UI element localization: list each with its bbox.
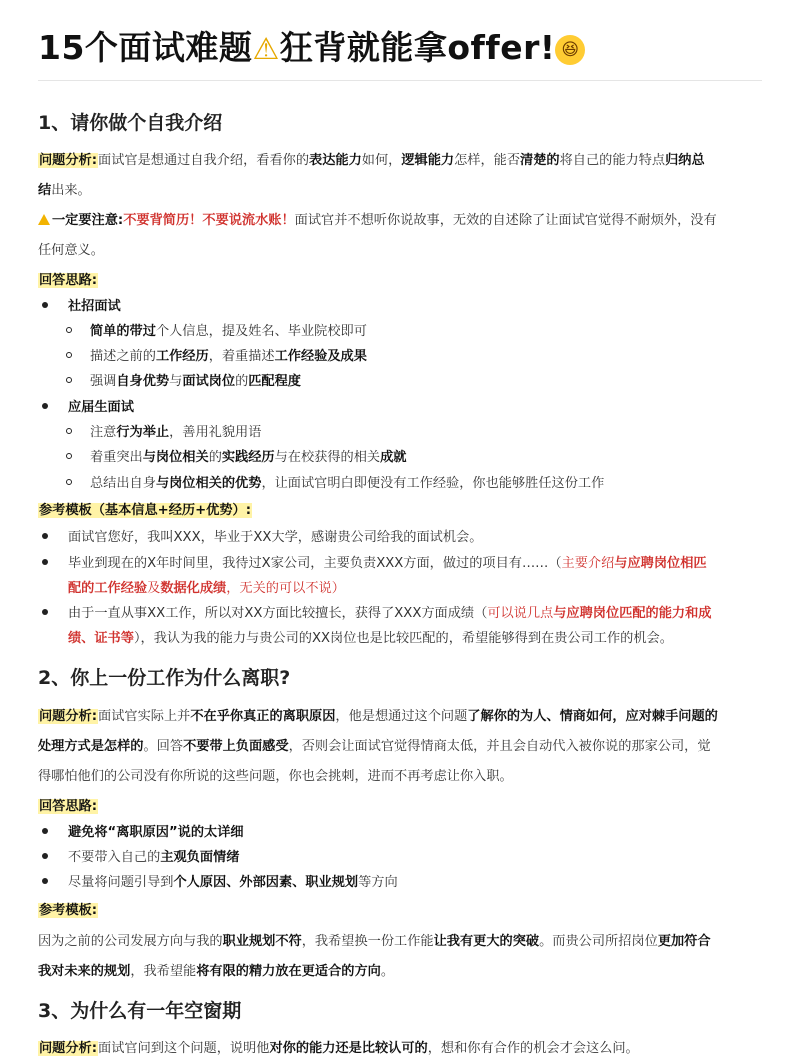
- s2-analysis-label: 问题分析:: [39, 709, 98, 724]
- bullet-circle: [66, 428, 72, 434]
- warning-icon: [38, 214, 50, 225]
- s1-g2-item-2: 着重突出与岗位相关的实践经历与在校获得的相关成就: [66, 445, 407, 471]
- s1-template-item-3-cont: 绩、证书等），我认为我的能力与贵公司的XX岗位也是比较匹配的，希望能够得到在贵公司工作的机会。: [68, 631, 673, 646]
- bullet-dot: [42, 878, 48, 884]
- s2-answer-label: 回答思路:: [39, 799, 98, 814]
- s1-note-line-1: 一定要注意:不要背简历！不要说流水账！面试官并不想听你说故事，无效的自述除了让面试官觉得不耐烦外，没有: [38, 206, 766, 236]
- s2-template-line-2: 我对未来的规划，我希望能将有限的精力放在更适合的方向。: [38, 964, 395, 979]
- s2-template-label-line: [38, 896, 766, 926]
- s1-analysis-label: 问题分析:: [39, 153, 98, 168]
- s3-analysis-label: 问题分析:: [39, 1041, 98, 1056]
- bullet-circle: [66, 327, 72, 333]
- s2-template-line-1: 因为之前的公司发展方向与我的职业规划不符，我希望换一份工作能让我有更大的突破。而贵公司所招岗位更加符合: [38, 934, 711, 949]
- bullet-circle: [66, 352, 72, 358]
- section-2-heading: 2、你上一份工作为什么离职?: [38, 667, 291, 689]
- s1-g1-item-1: 简单的带过个人信息，提及姓名、毕业院校即可: [66, 319, 367, 345]
- s2-analysis-line-2: 处理方式是怎样的。回答不要带上负面感受，否则会让面试官觉得情商太低，并且会自动代入被你说的那家公司，觉: [38, 739, 711, 754]
- s2-answer-item-2: 不要带入自己的主观负面情绪: [42, 845, 239, 871]
- bullet-dot: [42, 559, 48, 565]
- s1-note-line-2: 任何意义。: [38, 243, 104, 258]
- s1-template-label-line: [38, 496, 766, 526]
- s2-analysis-line-1: 问题分析:面试官实际上并不在乎你真正的离职原因，他是想通过这个问题了解你的为人、情商如何，应对棘手问题的: [39, 709, 718, 724]
- s1-answer-label-line: [38, 266, 766, 296]
- s2-analysis-line-3: 得哪怕他们的公司没有你所说的这些问题，你也会挑刺，进而不再考虑让你入职。: [38, 769, 513, 784]
- s1-answer-label: 回答思路:: [39, 273, 98, 288]
- bullet-dot: [42, 403, 48, 409]
- s1-group-2: 应届生面试: [42, 395, 134, 421]
- bullet-dot: [42, 609, 48, 615]
- title-divider: [38, 80, 762, 81]
- bullet-circle: [66, 453, 72, 459]
- s1-analysis-line-2: 结出来。: [38, 183, 91, 198]
- grinning-face-icon: 😆: [555, 35, 585, 65]
- title-text: 15个面试难题: [38, 28, 253, 67]
- s1-g1-item-2: 描述之前的工作经历，着重描述工作经验及成果: [66, 344, 367, 370]
- title-text-2: 狂背就能拿offer!: [279, 28, 556, 67]
- s2-template-label: 参考模板:: [39, 903, 98, 918]
- warning-icon: ⚠: [252, 32, 280, 67]
- s2-answer-item-1: 避免将“离职原因”说的太详细: [42, 820, 244, 846]
- s1-template-item-1: 面试官您好，我叫XXX，毕业于XX大学，感谢贵公司给我的面试机会。: [42, 525, 482, 551]
- s2-answer-item-3: 尽量将问题引导到个人原因、外部因素、职业规划等方向: [42, 870, 398, 896]
- s1-template-item-2-cont: 配的工作经验及数据化成绩，无关的可以不说）: [68, 581, 345, 596]
- s1-template-item-2: 毕业到现在的X年时间里，我待过X家公司，主要负责XXX方面，做过的项目有……（主要介绍与应聘岗位相匹: [42, 551, 707, 577]
- section-3-heading: 3、为什么有一年空窗期: [38, 1000, 242, 1022]
- s1-g2-item-3: 总结出自身与岗位相关的优势，让面试官明白即便没有工作经验，你也能够胜任这份工作: [66, 471, 604, 497]
- bullet-dot: [42, 828, 48, 834]
- s1-analysis-line-1: 问题分析:面试官是想通过自我介绍，看看你的表达能力如何，逻辑能力怎样，能否清楚的将自己的能力特点归纳总: [39, 153, 705, 168]
- bullet-dot: [42, 853, 48, 859]
- s1-template-item-3: 由于一直从事XX工作，所以对XX方面比较擅长，获得了XXX方面成绩（可以说几点与应聘岗位匹配的能力和成: [42, 601, 712, 627]
- s2-answer-label-line: [38, 792, 766, 822]
- s3-analysis-line-1: 问题分析:面试官问到这个问题，说明他对你的能力还是比较认可的，想和你有合作的机会才会这么问。: [39, 1041, 639, 1056]
- bullet-dot: [42, 302, 48, 308]
- s1-g2-item-1: 注意行为举止，善用礼貌用语: [66, 420, 261, 446]
- s1-g1-item-3: 强调自身优势与面试岗位的匹配程度: [66, 369, 301, 395]
- section-1-heading: 1、请你做个自我介绍: [38, 112, 223, 134]
- s1-group-1: 社招面试: [42, 294, 121, 320]
- bullet-circle: [66, 479, 72, 485]
- bullet-dot: [42, 533, 48, 539]
- page-title: [38, 22, 585, 69]
- s1-template-label: 参考模板（基本信息+经历+优势）:: [39, 503, 251, 518]
- bullet-circle: [66, 377, 72, 383]
